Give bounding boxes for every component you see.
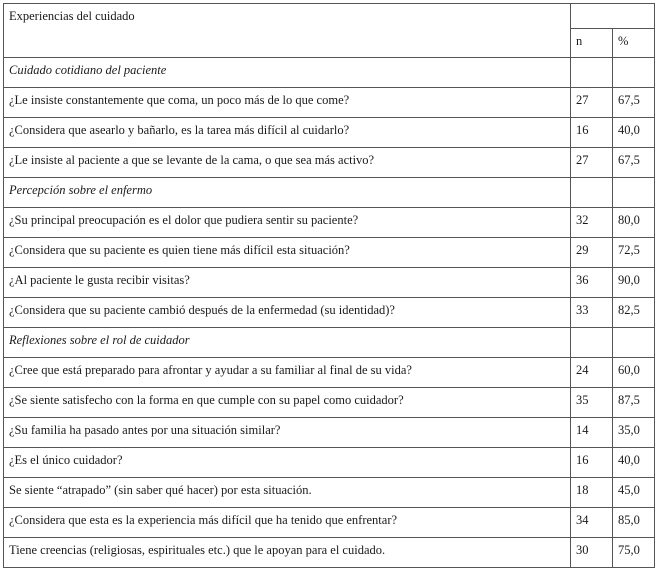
- question-cell: ¿Cree que está preparado para afrontar y ayudar a su familiar al final de su vida?: [4, 358, 571, 388]
- experiences-table: [3, 3, 655, 568]
- pct-cell: 35,0: [613, 418, 655, 448]
- pct-cell: 75,0: [613, 538, 655, 568]
- n-cell: 27: [571, 88, 613, 118]
- n-cell: 32: [571, 208, 613, 238]
- n-cell: 27: [571, 148, 613, 178]
- section-title: Reflexiones sobre el rol de cuidador: [4, 328, 571, 358]
- question-cell: ¿Su familia ha pasado antes por una situación similar?: [4, 418, 571, 448]
- question-cell: ¿Se siente satisfecho con la forma en que cumple con su papel como cuidador?: [4, 388, 571, 418]
- table-row: [4, 358, 655, 388]
- question-cell: ¿Le insiste al paciente a que se levante de la cama, o que sea más activo?: [4, 148, 571, 178]
- table-row: [4, 298, 655, 328]
- table-row: [4, 118, 655, 148]
- pct-cell: 40,0: [613, 118, 655, 148]
- section-pct-blank: [613, 328, 655, 358]
- pct-cell: 85,0: [613, 508, 655, 538]
- header-row: [4, 4, 655, 29]
- question-cell: ¿Al paciente le gusta recibir visitas?: [4, 268, 571, 298]
- table-row: [4, 538, 655, 568]
- question-cell: Se siente “atrapado” (sin saber qué hacer) por esta situación.: [4, 478, 571, 508]
- table-row: [4, 478, 655, 508]
- table-row: [4, 388, 655, 418]
- pct-cell: 82,5: [613, 298, 655, 328]
- section-row: [4, 178, 655, 208]
- pct-cell: 67,5: [613, 88, 655, 118]
- header-title: Experiencias del cuidado: [4, 4, 571, 29]
- section-n-blank: [571, 178, 613, 208]
- col-n-header: n: [571, 29, 613, 58]
- table-row: [4, 208, 655, 238]
- question-cell: ¿Le insiste constantemente que coma, un poco más de lo que come?: [4, 88, 571, 118]
- n-cell: 24: [571, 358, 613, 388]
- pct-cell: 87,5: [613, 388, 655, 418]
- section-pct-blank: [613, 178, 655, 208]
- section-title: Cuidado cotidiano del paciente: [4, 58, 571, 88]
- question-cell: Tiene creencias (religiosas, espirituales etc.) que le apoyan para el cuidado.: [4, 538, 571, 568]
- pct-cell: 90,0: [613, 268, 655, 298]
- n-cell: 29: [571, 238, 613, 268]
- section-title: Percepción sobre el enfermo: [4, 178, 571, 208]
- question-cell: ¿Considera que su paciente es quien tiene más difícil esta situación?: [4, 238, 571, 268]
- section-pct-blank: [613, 58, 655, 88]
- pct-cell: 67,5: [613, 148, 655, 178]
- table-row: [4, 508, 655, 538]
- pct-cell: 80,0: [613, 208, 655, 238]
- table-row: [4, 418, 655, 448]
- n-cell: 14: [571, 418, 613, 448]
- question-cell: ¿Considera que esta es la experiencia más difícil que ha tenido que enfrentar?: [4, 508, 571, 538]
- question-cell: ¿Su principal preocupación es el dolor que pudiera sentir su paciente?: [4, 208, 571, 238]
- table-row: [4, 268, 655, 298]
- question-cell: ¿Considera que asearlo y bañarlo, es la tarea más difícil al cuidarlo?: [4, 118, 571, 148]
- n-cell: 30: [571, 538, 613, 568]
- col-pct-header: %: [613, 29, 655, 58]
- table-row: [4, 88, 655, 118]
- n-cell: 16: [571, 118, 613, 148]
- section-row: [4, 58, 655, 88]
- header-blank: [571, 4, 655, 29]
- n-cell: 36: [571, 268, 613, 298]
- section-row: [4, 328, 655, 358]
- header-row-columns: [4, 29, 655, 58]
- n-cell: 16: [571, 448, 613, 478]
- section-n-blank: [571, 58, 613, 88]
- pct-cell: 40,0: [613, 448, 655, 478]
- question-cell: ¿Es el único cuidador?: [4, 448, 571, 478]
- question-cell: ¿Considera que su paciente cambió después de la enfermedad (su identidad)?: [4, 298, 571, 328]
- pct-cell: 72,5: [613, 238, 655, 268]
- pct-cell: 60,0: [613, 358, 655, 388]
- n-cell: 35: [571, 388, 613, 418]
- n-cell: 18: [571, 478, 613, 508]
- pct-cell: 45,0: [613, 478, 655, 508]
- table-row: [4, 238, 655, 268]
- table-row: [4, 148, 655, 178]
- table-row: [4, 448, 655, 478]
- header-title-continued: [4, 29, 571, 58]
- n-cell: 33: [571, 298, 613, 328]
- n-cell: 34: [571, 508, 613, 538]
- section-n-blank: [571, 328, 613, 358]
